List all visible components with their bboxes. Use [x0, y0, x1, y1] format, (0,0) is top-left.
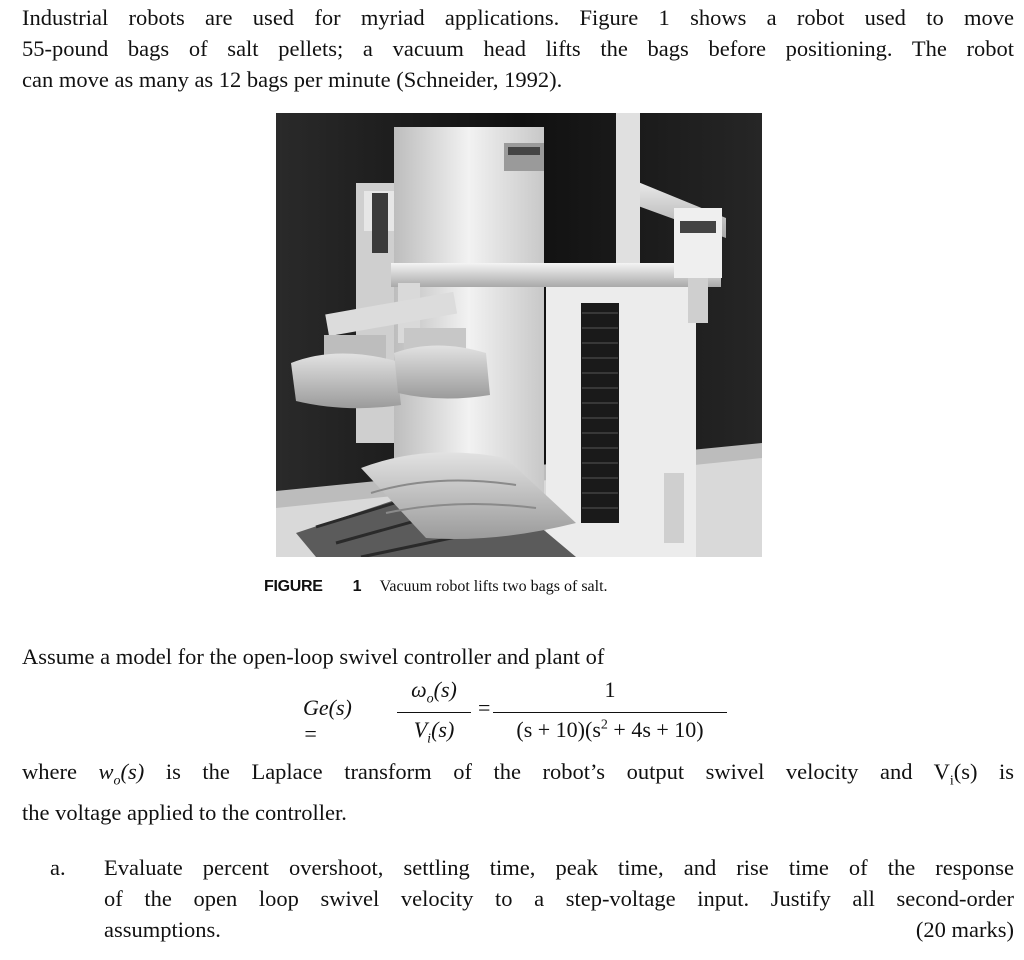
figure-label: FIGURE	[264, 578, 323, 595]
ratio-denominator: $V_i(s)$	[413, 717, 455, 747]
intro-line: 55-pound bags of salt pellets; a vacuum head lifts the bags before positioning. The robot	[22, 36, 1014, 61]
equation-equals: =	[478, 695, 491, 720]
intro-line: Industrial robots are used for myriad applications. Figure 1 shows a robot used to move	[22, 5, 1014, 30]
tf-fraction-bar	[493, 712, 727, 713]
where-line: where $w_o(s)$ is the Laplace transform of the robot’s output swivel velocity and $V_i(s)$ is	[22, 759, 1015, 789]
tf-denominator: $(s + 10)(s^2 + 4s + 10)$	[516, 717, 704, 742]
equation-lhs: Ge(s) =	[303, 695, 352, 746]
robot-photo	[276, 113, 762, 557]
output-velocity-symbol: $w_o(s)$	[98, 759, 145, 789]
question-marker: a.	[50, 855, 66, 880]
figure-caption-text: Vacuum robot lifts two bags of salt.	[379, 578, 608, 595]
ratio-fraction-bar	[397, 712, 471, 713]
model-intro: Assume a model for the open-loop swivel controller and plant of	[22, 644, 605, 669]
tf-numerator: 1	[604, 677, 616, 702]
figure-number: 1	[352, 578, 362, 595]
where-line: the voltage applied to the controller.	[22, 799, 347, 825]
intro-line: can move as many as 12 bags per minute (Schneider, 1992).	[22, 67, 563, 92]
question-line: of the open loop swivel velocity to a step-voltage input. Justify all second-order	[104, 886, 1014, 911]
figure-caption	[264, 578, 608, 596]
ratio-numerator: $\omega_o(s)$	[411, 677, 457, 707]
question-line: Evaluate percent overshoot, settling time, peak time, and rise time of the response	[104, 855, 1014, 880]
question-line: assumptions. (20 marks)	[104, 914, 1014, 945]
intro-paragraph	[22, 2, 1014, 95]
question-marks: (20 marks)	[915, 917, 1014, 942]
question-text	[104, 852, 1014, 945]
where-paragraph	[22, 756, 1014, 828]
